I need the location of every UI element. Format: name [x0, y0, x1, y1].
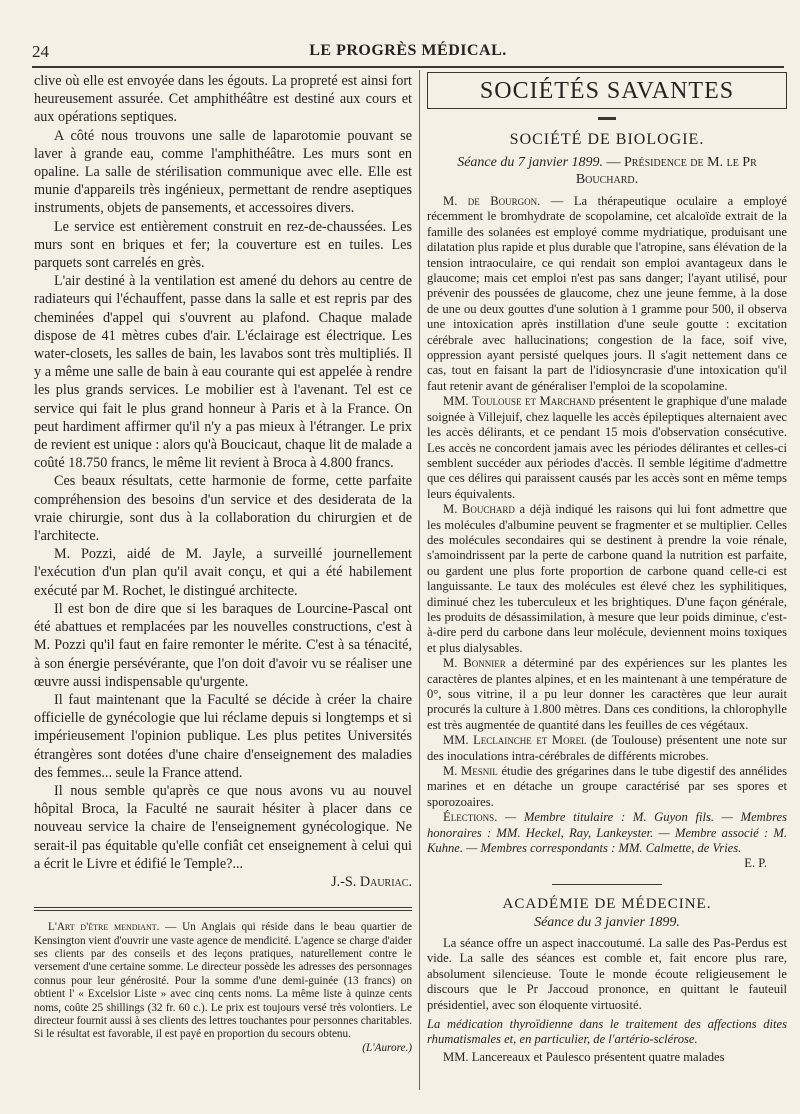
- academy-topic: La médication thyroïdienne dans le traitement des affections dites rhumatismales et, en particulier, de l'artério-sclérose.: [427, 1016, 787, 1047]
- item: [427, 733, 787, 764]
- paragraph: Le service est entièrement construit en rez-de-chaussées. Les murs sont en briques et fer; la couverture est en tuiles. Les parquets sont carrelés en grès.: [34, 218, 412, 272]
- right-column: [427, 72, 787, 1065]
- paragraph: Ces beaux résultats, cette harmonie de forme, cette parfaite compréhension des besoins d'un service et des desiderata de la vraie chirurgie, sont dus à la collaboration du chirurgien et de l'architecte.: [34, 473, 412, 545]
- page-header: [32, 40, 784, 66]
- initials-line: [427, 856, 787, 871]
- society-title: SOCIÉTÉ DE BIOLOGIE.: [509, 131, 705, 148]
- item-text: présentent le graphique d'une malade soignée à Villejuif, chez laquelle les accès épileptiques alternaient avec les accès délirants, et ce pendant 15 mois d'observation consécutive. Les accès ne concordent jamais avec les périodes délirantes et celles-ci semblent succéder aux périodes d'accès. Il semble légitime d'admettre que ces délires qui paraissent causés par les accès sont en même temps leurs équivalents.: [427, 394, 787, 501]
- elections-text: — Membre titulaire : M. Guyon fils. — Membres honoraires : MM. Heckel, Ray, Lankeyster. — Membre associé : M. Kuhne. — Membres correspondants : MM. Calmette, de Vries.: [427, 810, 787, 856]
- item: [427, 194, 787, 394]
- academy-title: ACADÉMIE DE MÉDECINE.: [502, 895, 712, 912]
- page-number: 24: [32, 42, 49, 61]
- paragraph: Il est bon de dire que si les baraques de Lourcine-Pascal ont été abattues et remplacées par les nouvelles constructions, c'est à M. Pozzi qu'il faut en faire remonter le mérite. C'est à sa ténacité, à son énergie persévérante, que l'on doit d'avoir vu se réaliser une œuvre aussi indispensable qu'urgente.: [34, 600, 412, 690]
- paragraph: L'air destiné à la ventilation est amené du dehors au centre de radiateurs qui l'échauffent, passe dans la salle et est repris par des cheminées d'appel qui s'ouvrent au plafond. Chaque malade dispose de 41 mètres cubes d'air. L'éclairage est électrique. Les water-closets, les salles de bain, les lavabos sont très multipliés. Il y a même une salle de bain à eau courante qui est appelée à rendre les plus grands services. Le mobilier est à l'avenant. Tel est ce service qui fait le plus grand honneur à Paris et à la France. On peut hardiment affirmer qu'il n'y a pas mieux à l'étranger. Le prix de revient est unique : alors qu'à Boucicaut, chaque lit de malade a coûté 18.750 francs, le même lit revient à Broca à 4.800 francs.: [34, 273, 412, 472]
- item-author: M. Mesnil: [443, 764, 498, 779]
- closing-paragraph: [34, 782, 412, 873]
- item-text: — La thérapeutique oculaire a employé récemment le bromhydrate de scopolamine, cet alcaloïde extrait de la famille des solanées est employé comme mydriatique, produisant une dilatation plus rapide et plus durable que l'atropine, sans élévation de la tension intraoculaire, ce qui rendait son emploi avantageux dans le glaucome; mais cet emploi n'est pas sans danger; l'ayant utilisé, pour prévenir des poussées de glaucome, chez une jeune femme, à la dose de une ou deux gouttes d'une solution à 1 gramme pour 500, il observa une intoxication après instillation d'une seule goutte : excitation cérébrale avec hallucinations; congestion de la face, soif vive, oppression ayant persisté quelques jours. Il s'agit nettement dans ce cas, tout en faisant la part de l'idiosyncrasie d'une intoxication qu'il faut retenir avant de généraliser l'emploi de la scopolamine.: [427, 194, 787, 393]
- note-rule: [34, 907, 412, 911]
- item-author: MM. Toulouse et Marchand: [443, 394, 596, 409]
- academy-last: MM. Lancereaux et Paulesco présentent quatre malades: [443, 1049, 725, 1064]
- elections: [427, 810, 787, 856]
- note-body: — Un Anglais qui réside dans le beau quartier de Kensington vient d'ouvrir une vaste agence de mendicité. L'agence se charge d'aider ses clients par des conseils et des leçons pratiques, naturellement contre le versement d'une certaine somme. Le directeur possède les adresses des personnages connus pour leur générosité. Pour la somme d'une demi-guinée (13 francs) on obtient l' « Excelsior Liste » avec cinq cents noms. La même liste à quinze cents noms, coûte 25 shillings (32 fr. 60 c.). Le prix est toujours versé très volontiers. Le directeur fournit aussi à ses clients des lettres touchantes pour personnes charitables. Si le résultat est favorable, il est payé en proportion du secours obtenu.: [34, 921, 412, 1041]
- item: [427, 394, 787, 502]
- column-divider: [419, 70, 420, 1090]
- society-items: [427, 194, 787, 872]
- left-column: [34, 72, 412, 1055]
- presidency: — Présidence de M. le Pr Bouchard.: [575, 155, 757, 187]
- item-text: a déterminé par des expériences sur les plantes les caractères de plantes alpines, et en les maintenant à une température de 0°, sous vitrine, il a pu leur donner les caractères que leur aurait procurés la culture à 1.800 mètres. Dans ces conditions, la chlorophylle est très augmentée de quantité dans les feuilles de ces végétaux.: [427, 656, 787, 732]
- paragraph: clive où elle est envoyée dans les égouts. La propreté est ainsi fort heureusement assurée. Cet amphithéâtre est destiné aux cours et aux opérations septiques.: [34, 73, 412, 126]
- item: [427, 502, 787, 656]
- academy-session: Séance du 3 janvier 1899.: [534, 914, 680, 930]
- paragraph: Il nous semble qu'après ce que nous avons vu au nouvel hôpital Broca, la Faculté ne saurait hésiter à placer dans ce nouveau service la chaire de l'enseignement gynécologique. Ne serait-il pas équitable qu'elle confiât cet enseignement à celui qui a écrit le Livre et édifié le Temple?...: [34, 782, 412, 872]
- paragraph: Il faut maintenant que la Faculté se décide à créer la chaire officielle de gynécologie que lui réclame depuis si longtemps et si impérieusement l'opinion publique. Les plus petites Universités étrangères sont dotées d'une chaire d'enseignement des maladies des femmes... seule la France attend.: [34, 691, 412, 781]
- item-author: M. Bouchard: [443, 502, 515, 517]
- item-text: a déjà indiqué les raisons qui lui font admettre que les molécules d'albumine peuvent se fragmenter et se multiplier. Celles des molécules secondaires qui se destinent à prendre la voie rénale, s'amoindrissent par la perte de carbone quand la nutrition est parfaite, ou gardent une plus forte proportion de carbone quand celle-ci est languissante. Le taux des molécules est élevé chez les syphilitiques, diminué chez les tuberculeux et les brightiques. D'une façon générale, les produits de désassimilation, à mesure que leur poids diminue, c'est-à-dire perd du carbone dans leur molécule, deviennent moins toxiques et plus dialysables.: [427, 502, 787, 655]
- section-rule: [552, 884, 662, 885]
- journal-title: LE PROGRÈS MÉDICAL.: [309, 42, 507, 59]
- note: [34, 921, 412, 1055]
- item-text: étudie des grégarines dans le tube digestif des annélides marines et en détache un groupe caractérisé par ses spores et sporozoaires.: [427, 764, 787, 809]
- initials: E. P.: [744, 856, 767, 871]
- session-label: Séance du 7 janvier 1899.: [457, 155, 604, 170]
- elections-label: Élections.: [443, 810, 498, 825]
- ornament-rule: [598, 117, 616, 120]
- signature: J.-S. Dauriac.: [331, 873, 412, 890]
- header-rule: [32, 66, 784, 68]
- signature-line: [34, 873, 412, 891]
- item-author: M. de Bourgon.: [443, 194, 541, 208]
- paragraph: M. Pozzi, aidé de M. Jayle, a surveillé journellement l'exécution d'un plan qu'il avait conçu, et qui a été habilement exécuté par M. Rochet, le distingué architecte.: [34, 546, 412, 599]
- paragraph: A côté nous trouvons une salle de laparotomie pouvant se laver à grande eau, comme l'amphithéâtre. Les murs sont en opaline. La salle de stérilisation communique avec elle. Elle est munie d'appareils très ingénieux, permettant de rendre aseptiques instruments, objets de pansements, et accessoires divers.: [34, 127, 412, 217]
- item: [427, 656, 787, 733]
- section-title: SOCIÉTÉS SAVANTES: [479, 78, 735, 104]
- session-line: [427, 154, 787, 188]
- academy-block: [427, 936, 787, 1065]
- item-author: MM. Leclainche et Morel: [443, 733, 587, 748]
- note-source: (L'Aurore.): [362, 1041, 412, 1054]
- item: [427, 764, 787, 810]
- item-text: (de Toulouse) présentent une note sur des inoculations intra-cérébrales de différents microbes.: [427, 733, 787, 763]
- note-title: L'Art d'être mendiant.: [48, 921, 160, 934]
- academy-paragraph: La séance offre un aspect inaccoutumé. La salle des Pas-Perdus est vide. La salle des séances est comble et, fait encore plus rare, absolument silencieuse. Toute le monde écoute religieusement le discours que le Pr Jaccoud prononce, en quittant le fauteuil présidentiel, avec son éloquente virtuosité.: [427, 935, 787, 1012]
- section-title-box: [427, 72, 787, 109]
- item-author: M. Bonnier: [443, 656, 506, 671]
- note-paragraph: [34, 921, 412, 1042]
